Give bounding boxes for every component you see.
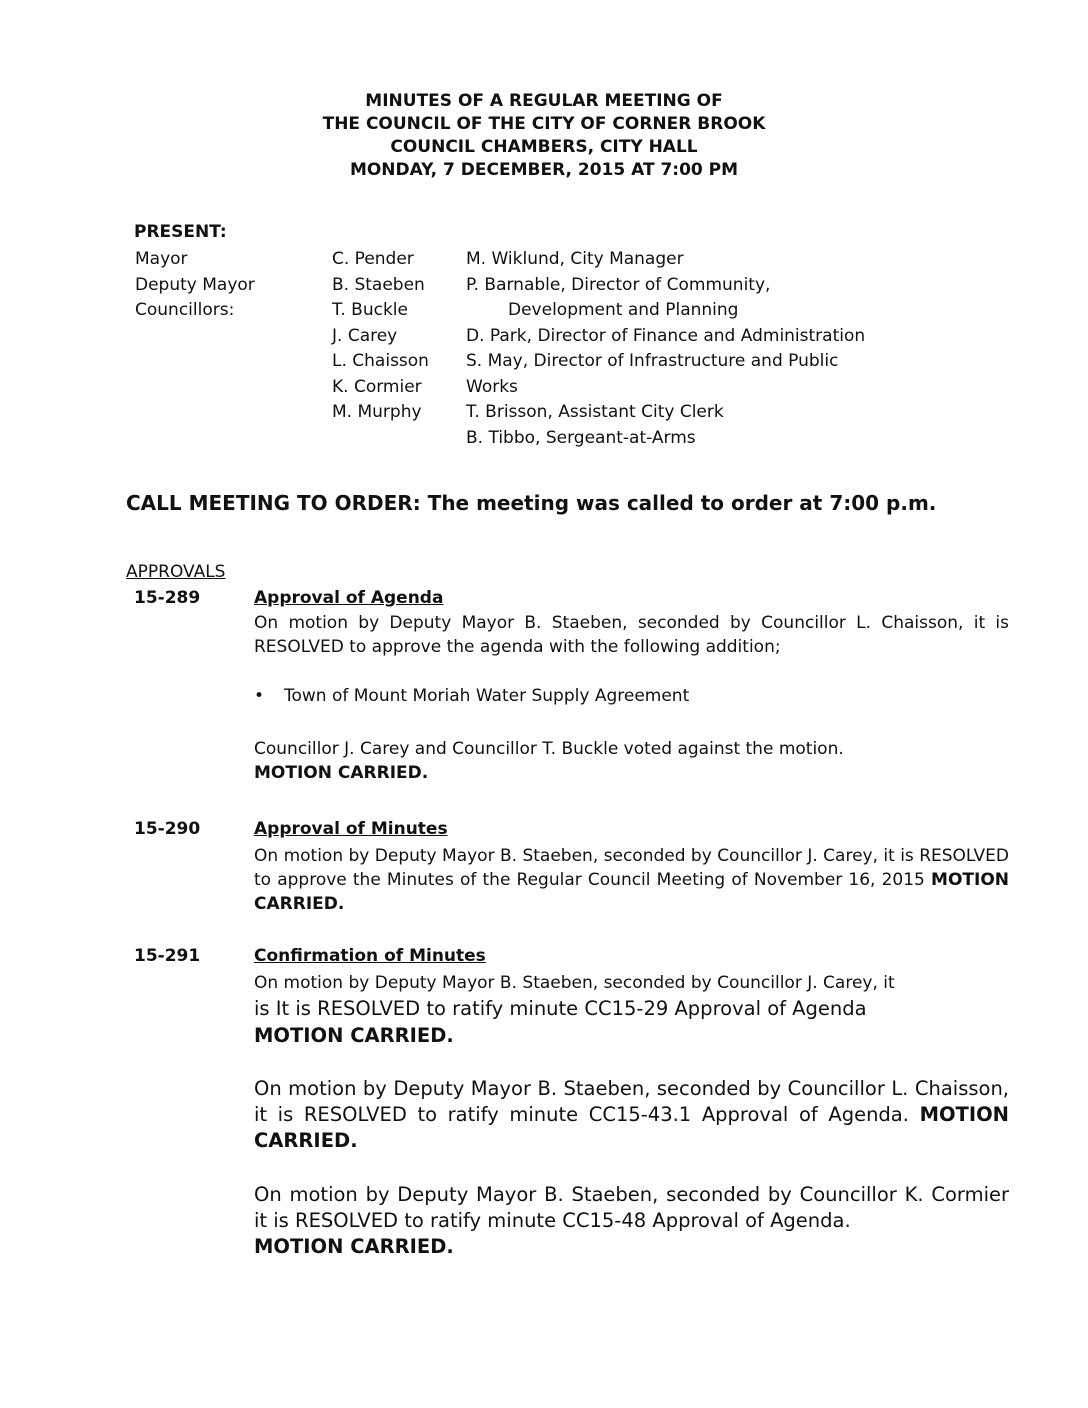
staff-line: P. Barnable, Director of Community, [466,274,771,295]
motion-body: is It is RESOLVED to ratify minute CC15-29 Approval of Agenda [254,997,867,1020]
present-roles [135,247,255,324]
motion-body: On motion by Deputy Mayor B. Staeben, seconded by Councillor L. Chaisson, it is RESOLVED to ratify minute CC15-43.1 Approval of Agenda. [254,1077,1009,1126]
item-heading: Approval of Minutes [254,819,448,839]
title-line: MINUTES OF A REGULAR MEETING OF [365,91,723,111]
bullet-text: Town of Mount Moriah Water Supply Agreement [284,686,690,706]
title-line: MONDAY, 7 DECEMBER, 2015 AT 7:00 PM [349,160,739,180]
role: Mayor [135,249,188,269]
motion-text [254,611,1009,659]
title-line: THE COUNCIL OF THE CITY OF CORNER BROOK [322,114,766,134]
motion-body: On motion by Deputy Mayor B. Staeben, seconded by Councillor K. Cormier it is RESOLVED to ratify minute CC15-48 Approval of Agenda. [254,1183,1009,1232]
item-heading: Confirmation of Minutes [254,946,486,966]
staff-line: B. Tibbo, Sergeant-at-Arms [466,427,696,448]
member-name: T. Buckle [332,300,408,320]
item-number: 15-291 [134,946,201,966]
call-to-order: CALL MEETING TO ORDER: The meeting was called to order at 7:00 p.m. [126,491,937,515]
item-heading: Approval of Agenda [254,588,444,608]
member-name: J. Carey [332,325,398,346]
member-name: K. Cormier [332,376,422,397]
bullet-icon: • [254,686,265,706]
agenda-addition [254,686,689,706]
motion-carried: MOTION CARRIED. [254,1235,454,1258]
member-name: M. Murphy [332,402,422,422]
vote-note [254,737,1009,785]
staff-line: M. Wiklund, City Manager [466,249,684,269]
motion-carried: MOTION CARRIED. [254,870,1010,914]
member-name: C. Pender [332,249,414,269]
staff-line: D. Park, Director of Finance and Administration [466,325,866,346]
approvals-heading: APPROVALS [126,562,226,582]
present-staff [466,247,865,451]
motion-carried: MOTION CARRIED. [254,763,429,783]
motion-text [254,844,1009,916]
motion-body: On motion by Deputy Mayor B. Staeben, seconded by Councillor J. Carey, it is RESOLVED to approve the Minutes of the Regular Council Meeting of November 16, 2015 [254,846,1009,890]
member-name: L. Chaisson [332,351,429,371]
staff-line: S. May, Director of Infrastructure and Public [466,351,839,371]
motion-text [254,1182,1009,1260]
role: Councillors: [135,300,235,320]
motion-carried: MOTION CARRIED. [254,1103,1009,1152]
motion-body: On motion by Deputy Mayor B. Staeben, seconded by Councillor L. Chaisson, it is RESOLVED to approve the agenda with the following addition; [254,613,1009,657]
role: Deputy Mayor [135,274,255,295]
item-number: 15-289 [134,588,201,608]
motion-body: On motion by Deputy Mayor B. Staeben, seconded by Councillor J. Carey, it [254,973,895,993]
staff-line: Development and Planning [508,300,739,320]
vote-text: Councillor J. Carey and Councillor T. Buckle voted against the motion. [254,739,844,759]
document-title [0,90,1088,182]
title-line: COUNCIL CHAMBERS, CITY HALL [390,137,698,157]
member-name: B. Staeben [332,274,425,295]
present-label: PRESENT: [134,222,227,242]
staff-line: T. Brisson, Assistant City Clerk [466,402,724,422]
staff-line: Works [466,376,518,397]
present-names [332,247,429,426]
motion-text [254,1076,1009,1154]
motion-carried: MOTION CARRIED. [254,1024,454,1047]
item-number: 15-290 [134,819,201,839]
motion-text [254,971,1009,1049]
